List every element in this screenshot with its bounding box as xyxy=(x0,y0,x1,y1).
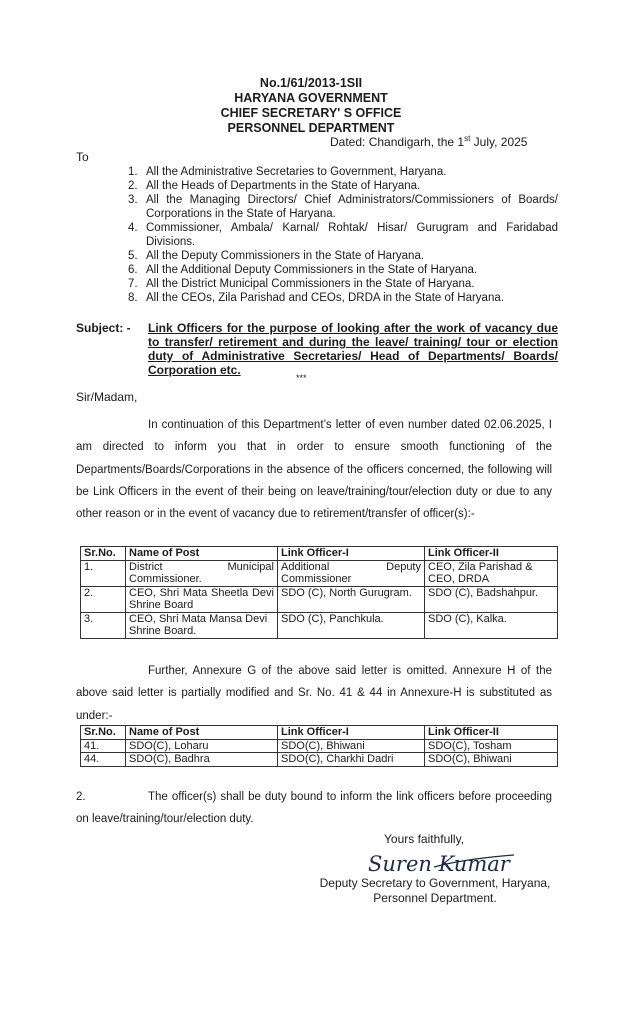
table-cell: SDO (C), North Gurugram. xyxy=(278,586,425,612)
subject-text: Link Officers for the purpose of looking after the work of vacancy due to transfer/ retirement and during the leave/ training/ tour or election duty of Administrative Secretaries/ Head of Departments/ Boards/ Corporation etc. xyxy=(148,321,558,377)
table-cell: SDO (C), Badshahpur. xyxy=(425,586,558,612)
table-cell: CEO, Shri Mata Sheetla Devi Shrine Board xyxy=(126,586,278,612)
table-header: Name of Post xyxy=(126,547,278,561)
designation xyxy=(310,876,560,906)
table-header: Link Officer-I xyxy=(278,726,425,740)
table-cell: SDO(C), Badhra xyxy=(126,753,278,767)
table-cell: SDO (C), Panchkula. xyxy=(278,612,425,638)
list-number: 4. xyxy=(128,222,138,234)
list-number: 8. xyxy=(128,292,138,304)
table-cell: SDO(C), Charkhi Dadri xyxy=(278,753,425,767)
recipient-list xyxy=(128,165,558,305)
list-number: 5. xyxy=(128,250,138,262)
table-row xyxy=(81,753,558,767)
table-cell: SDO(C), Loharu xyxy=(126,739,278,753)
list-item xyxy=(128,263,558,277)
list-text: All the Managing Directors/ Chief Administrators/Commissioners of Boards/ Corporations in the State of Haryana. xyxy=(146,194,558,220)
to-label: To xyxy=(76,150,89,164)
table-header: Link Officer-II xyxy=(425,726,558,740)
list-text: Commissioner, Ambala/ Karnal/ Rohtak/ Hisar/ Gurugram and Faridabad Divisions. xyxy=(146,222,558,248)
list-text: All the Heads of Departments in the State of Haryana. xyxy=(146,180,421,192)
dated-superscript: st xyxy=(464,134,471,143)
list-item xyxy=(128,291,558,305)
list-text: All the District Municipal Commissioners in the State of Haryana. xyxy=(146,278,475,290)
table-header-row xyxy=(81,726,558,740)
paragraph-3-text: The officer(s) shall be duty bound to inform the link officers before proceeding on leave/training/tour/election duty. xyxy=(76,791,552,826)
separator-stars: *** xyxy=(296,373,307,383)
table-cell: SDO(C), Bhiwani xyxy=(425,753,558,767)
table-header: Link Officer-II xyxy=(425,547,558,561)
dated-prefix: Dated: Chandigarh, the 1 xyxy=(330,135,465,149)
table-header-row xyxy=(81,547,558,561)
dated-suffix: July, 2025 xyxy=(470,135,528,149)
table-cell: 44. xyxy=(81,753,126,767)
table-cell: 1. xyxy=(81,560,126,586)
table-row xyxy=(81,586,558,612)
list-text: All the Deputy Commissioners in the State of Haryana. xyxy=(146,250,425,262)
table-header: Sr.No. xyxy=(81,547,126,561)
table-cell: 41. xyxy=(81,739,126,753)
paragraph-3 xyxy=(76,786,552,831)
list-item xyxy=(128,277,558,291)
list-item xyxy=(128,165,558,179)
table-row xyxy=(81,612,558,638)
paragraph-2: Further, Annexure G of the above said letter is omitted. Annexure H of the above said letter is partially modified and Sr. No. 41 & 44 in Annexure-H is substituted as under:- xyxy=(76,665,552,722)
table-cell: Additional Deputy Commissioner xyxy=(278,560,425,586)
dated-line xyxy=(330,134,527,149)
paragraph-1: In continuation of this Department’s letter of even number dated 02.06.2025, I am directed to inform you that in order to ensure smooth functioning of the Departments/Boards/Corporations in the absence of the officers concerned, the following will be Link Officers in the event of their being on leave/training/tour/election duty or due to any other reason or in the event of vacancy due to retirement/transfer of officer(s):- xyxy=(76,419,552,521)
table-cell: CEO, Zila Parishad & CEO, DRDA xyxy=(425,560,558,586)
list-item xyxy=(128,249,558,263)
table-cell: CEO, Shri Mata Mansa Devi Shrine Board. xyxy=(126,612,278,638)
subject-label: Subject: - xyxy=(76,321,131,335)
file-number: No.1/61/2013-1SII xyxy=(259,76,363,90)
government-name: HARYANA GOVERNMENT xyxy=(234,91,388,105)
table-cell: 2. xyxy=(81,586,126,612)
table-header: Link Officer-I xyxy=(278,547,425,561)
list-number: 6. xyxy=(128,264,138,276)
list-item xyxy=(128,179,558,193)
list-number: 2. xyxy=(128,180,138,192)
department-name: PERSONNEL DEPARTMENT xyxy=(227,121,395,135)
table-cell: SDO(C), Tosham xyxy=(425,739,558,753)
list-text: All the Additional Deputy Commissioners in the State of Haryana. xyxy=(146,264,478,276)
list-number: 3. xyxy=(128,194,138,206)
signature-text: Suren Kumar xyxy=(368,852,510,876)
table-cell: SDO(C), Bhiwani xyxy=(278,739,425,753)
table-row xyxy=(81,560,558,586)
office-name: CHIEF SECRETARY' S OFFICE xyxy=(220,106,402,120)
table-cell: 3. xyxy=(81,612,126,638)
signature-image xyxy=(364,847,524,879)
salutation: Sir/Madam, xyxy=(76,390,138,404)
list-number: 7. xyxy=(128,278,138,290)
designation-line-1: Deputy Secretary to Government, Haryana, xyxy=(319,876,551,890)
list-item xyxy=(128,193,558,221)
designation-line-2: Personnel Department. xyxy=(373,891,497,905)
list-number: 1. xyxy=(128,166,138,178)
closing-text: Yours faithfully, xyxy=(384,832,465,846)
list-item xyxy=(128,221,558,249)
link-officers-table xyxy=(80,546,558,639)
table-cell: SDO (C), Kalka. xyxy=(425,612,558,638)
annexure-h-table xyxy=(80,725,558,767)
list-text: All the Administrative Secretaries to Government, Haryana. xyxy=(146,166,447,178)
list-text: All the CEOs, Zila Parishad and CEOs, DRDA in the State of Haryana. xyxy=(146,292,504,304)
table-row xyxy=(81,739,558,753)
table-header: Sr.No. xyxy=(81,726,126,740)
table-cell: District Municipal Commissioner. xyxy=(126,560,278,586)
table-header: Name of Post xyxy=(126,726,278,740)
paragraph-number: 2. xyxy=(76,791,86,803)
